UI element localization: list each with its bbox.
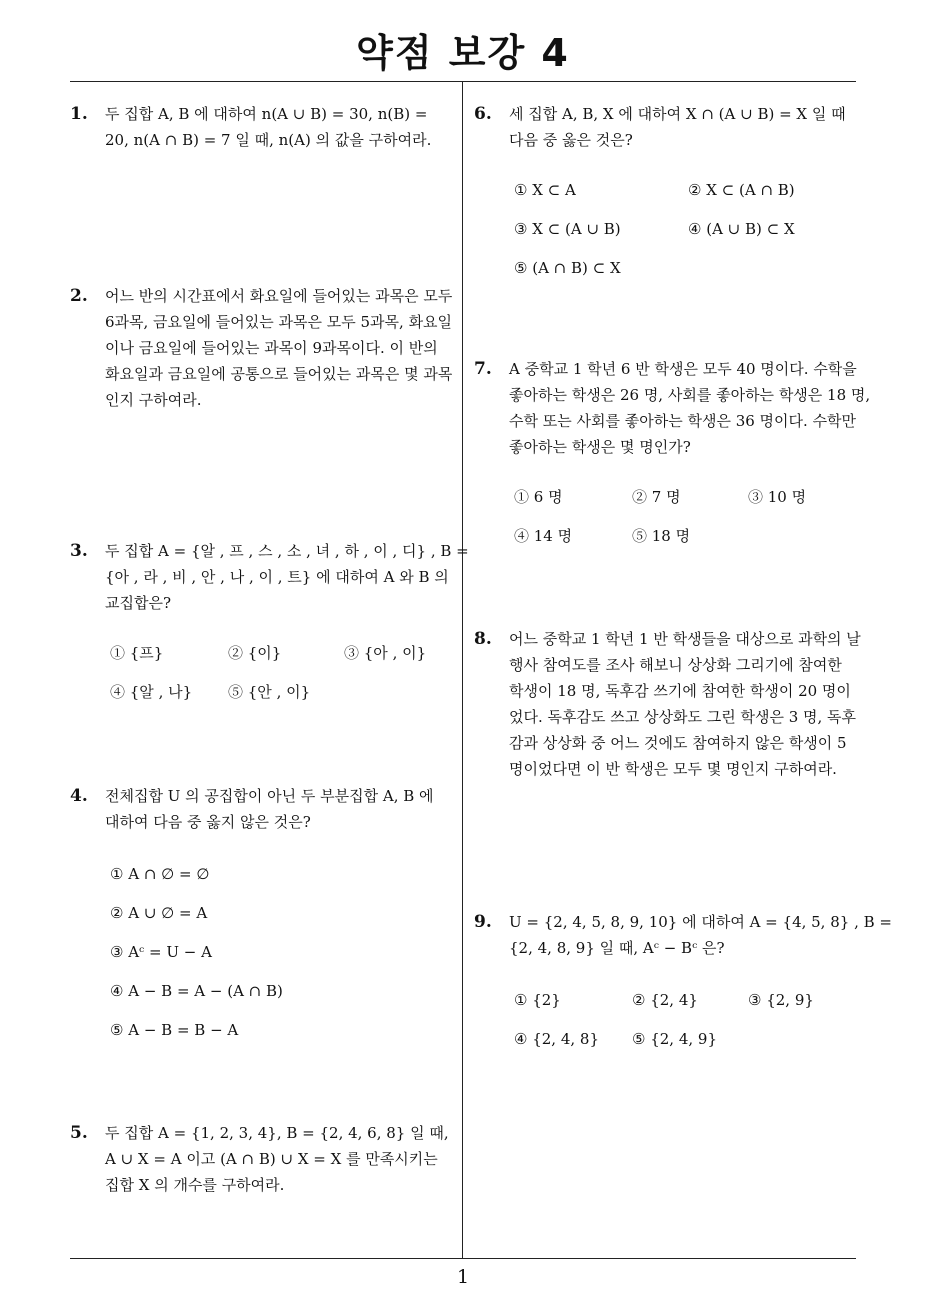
page-title: 약점 보강 4: [356, 31, 570, 75]
problem-line: 두 집합 A, B 에 대하여 n(A ∪ B) = 30, n(B) =: [105, 105, 428, 123]
problem-line: 학생이 18 명, 독후감 쓰기에 참여한 학생이 20 명이: [509, 682, 851, 700]
option-1[interactable]: ① X ⊂ A: [514, 181, 576, 199]
problem-text: [509, 101, 846, 153]
option-3[interactable]: ③ {2, 9}: [748, 991, 814, 1009]
problem-line: {아 , 라 , 비 , 안 , 나 , 이 , 트} 에 대하여 A 와 B 의: [105, 568, 449, 586]
option-1[interactable]: ① 6 명: [514, 488, 563, 506]
page-number: 1: [456, 1266, 470, 1288]
problem-number: 5.: [70, 1123, 88, 1143]
problem-line: 어느 반의 시간표에서 화요일에 들어있는 과목은 모두: [105, 287, 453, 305]
problem-number: 1.: [70, 104, 88, 124]
problem-line: {2, 4, 8, 9} 일 때, Aᶜ − Bᶜ 은?: [509, 939, 725, 957]
option-2[interactable]: ② {2, 4}: [632, 991, 698, 1009]
problem-line: A 중학교 1 학년 6 반 학생은 모두 40 명이다. 수학을: [509, 360, 857, 378]
problem-text: [105, 538, 469, 616]
option-1[interactable]: ① {프}: [110, 644, 164, 662]
problem-line: 좋아하는 학생은 26 명, 사회를 좋아하는 학생은 18 명,: [509, 386, 871, 404]
option-3[interactable]: ③ X ⊂ (A ∪ B): [514, 220, 621, 238]
problem-line: 세 집합 A, B, X 에 대하여 X ∩ (A ∪ B) = X 일 때: [509, 105, 846, 123]
problem-line: 6과목, 금요일에 들어있는 과목은 모두 5과목, 화요일: [105, 313, 453, 331]
problem-text: [105, 283, 452, 413]
problem-line: 어느 중학교 1 학년 1 반 학생들을 대상으로 과학의 날: [509, 630, 861, 648]
problem-line: 좋아하는 학생은 몇 명인가?: [509, 438, 691, 456]
option-3[interactable]: ③ 10 명: [748, 488, 807, 506]
problem-number: 7.: [474, 359, 492, 379]
option-5[interactable]: ⑤ {안 , 이}: [228, 683, 311, 701]
problem-line: 행사 참여도를 조사 해보니 상상화 그리기에 참여한: [509, 656, 842, 674]
option-4[interactable]: ④ (A ∪ B) ⊂ X: [688, 220, 795, 238]
option-4[interactable]: ④ {2, 4, 8}: [514, 1030, 600, 1048]
problem-line: 감과 상상화 중 어느 것에도 참여하지 않은 학생이 5: [509, 734, 847, 752]
problem-line: 두 집합 A = {1, 2, 3, 4}, B = {2, 4, 6, 8} 일 때,: [105, 1124, 449, 1142]
problem-line: 었다. 독후감도 쓰고 상상화도 그린 학생은 3 명, 독후: [509, 708, 857, 726]
option-2[interactable]: ② 7 명: [632, 488, 681, 506]
problem-line: 명이었다면 이 반 학생은 모두 몇 명인지 구하여라.: [509, 760, 837, 778]
option-2[interactable]: ② A ∪ ∅ = A: [110, 904, 208, 922]
problem-line: 화요일과 금요일에 공통으로 들어있는 과목은 몇 과목: [105, 365, 453, 383]
bottom-rule: [70, 1258, 856, 1259]
problem-line: 집합 X 의 개수를 구하여라.: [105, 1176, 285, 1194]
problem-line: A ∪ X = A 이고 (A ∩ B) ∪ X = X 를 만족시키는: [105, 1150, 438, 1168]
option-4[interactable]: ④ 14 명: [514, 527, 573, 545]
problem-line: U = {2, 4, 5, 8, 9, 10} 에 대하여 A = {4, 5, 8} , B =: [509, 913, 892, 931]
problem-text: [509, 626, 861, 782]
problem-line: 다음 중 옳은 것은?: [509, 131, 633, 149]
option-5[interactable]: ⑤ {2, 4, 9}: [632, 1030, 718, 1048]
problem-line: 대하여 다음 중 옳지 않은 것은?: [105, 813, 311, 831]
problem-line: 전체집합 U 의 공집합이 아닌 두 부분집합 A, B 에: [105, 787, 434, 805]
problem-number: 6.: [474, 104, 492, 124]
problem-number: 8.: [474, 629, 492, 649]
option-4[interactable]: ④ A − B = A − (A ∩ B): [110, 982, 283, 1000]
problem-text: [105, 783, 434, 835]
option-2[interactable]: ② {이}: [228, 644, 282, 662]
option-3[interactable]: ③ Aᶜ = U − A: [110, 943, 212, 961]
option-3[interactable]: ③ {아 , 이}: [344, 644, 427, 662]
problem-line: 두 집합 A = {알 , 프 , 스 , 소 , 녀 , 하 , 이 , 디} , B =: [105, 542, 469, 560]
option-5[interactable]: ⑤ (A ∩ B) ⊂ X: [514, 259, 621, 277]
option-5[interactable]: ⑤ A − B = B − A: [110, 1021, 239, 1039]
problem-line: 인지 구하여라.: [105, 391, 202, 409]
option-1[interactable]: ① A ∩ ∅ = ∅: [110, 865, 210, 883]
option-2[interactable]: ② X ⊂ (A ∩ B): [688, 181, 795, 199]
problem-line: 교집합은?: [105, 594, 172, 612]
top-rule: [70, 81, 856, 82]
problem-number: 4.: [70, 786, 88, 806]
problem-text: [105, 101, 431, 153]
option-4[interactable]: ④ {알 , 나}: [110, 683, 193, 701]
problem-line: 수학 또는 사회를 좋아하는 학생은 36 명이다. 수학만: [509, 412, 857, 430]
problem-number: 2.: [70, 286, 88, 306]
option-1[interactable]: ① {2}: [514, 991, 561, 1009]
problem-line: 20, n(A ∩ B) = 7 일 때, n(A) 의 값을 구하여라.: [105, 131, 432, 149]
problem-line: 이나 금요일에 들어있는 과목이 9과목이다. 이 반의: [105, 339, 438, 357]
problem-text: [509, 909, 892, 961]
problem-text: [105, 1120, 449, 1198]
problem-number: 3.: [70, 541, 88, 561]
problem-text: [509, 356, 870, 460]
column-divider: [462, 82, 463, 1258]
option-5[interactable]: ⑤ 18 명: [632, 527, 691, 545]
problem-number: 9.: [474, 912, 492, 932]
